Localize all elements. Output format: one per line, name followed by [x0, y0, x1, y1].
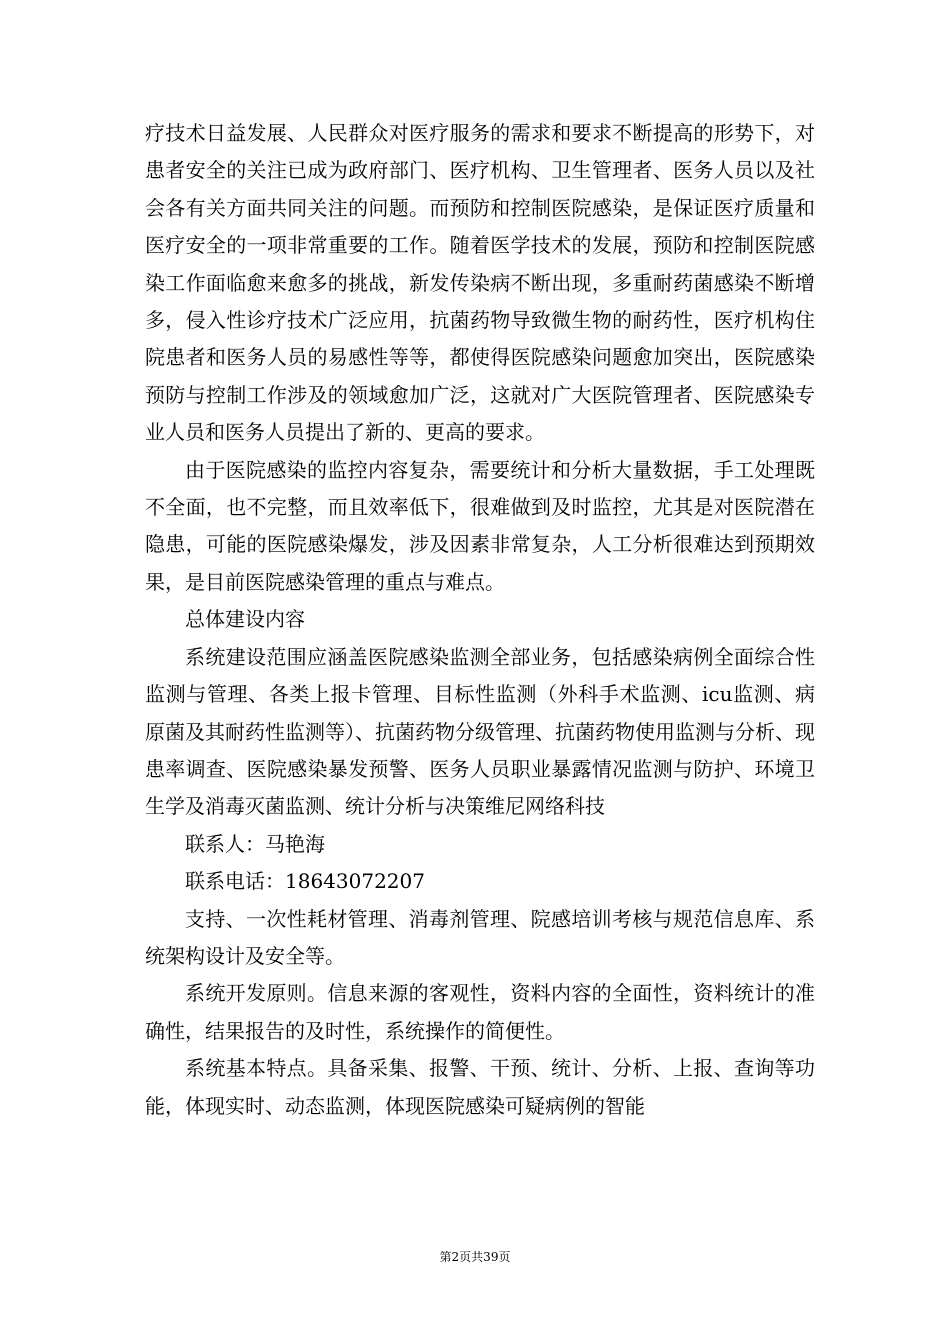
paragraph-scope: 系统建设范围应涵盖医院感染监测全部业务，包括感染病例全面综合性监测与管理、各类上报卡管理、目标性监测（外科手术监测、icu监测、病原菌及其耐药性监测等）、抗菌药物分级管理、抗菌药物使用监测与分析、现患率调查、医院感染暴发预警、医务人员职业暴露情况监测与防护、环境卫生学及消毒灭菌监测、统计分析与决策维尼网络科技 [145, 644, 816, 819]
contact-phone: 联系电话：18643072207 [185, 869, 425, 894]
section-heading: 总体建设内容 [185, 607, 305, 632]
paragraph-support: 支持、一次性耗材管理、消毒剂管理、院感培训考核与规范信息库、系统架构设计及安全等。 [145, 906, 816, 968]
page-number-label: 第2页共39页 [439, 1250, 511, 1264]
paragraph-monitoring-difficulty: 由于医院感染的监控内容复杂，需要统计和分析大量数据，手工处理既不全面，也不完整，而且效率低下，很难做到及时监控，尤其是对医院潜在隐患，可能的医院感染爆发，涉及因素非常复杂，人工分析很难达到预期效果，是目前医院感染管理的重点与难点。 [145, 457, 816, 594]
contact-person: 联系人：马艳海 [185, 831, 325, 856]
paragraph-features: 系统基本特点。具备采集、报警、干预、统计、分析、上报、查询等功能，体现实时、动态监测，体现医院感染可疑病例的智能 [145, 1056, 816, 1118]
paragraph-intro-continued: 疗技术日益发展、人民群众对医疗服务的需求和要求不断提高的形势下，对患者安全的关注已成为政府部门、医疗机构、卫生管理者、医务人员以及社会各有关方面共同关注的问题。而预防和控制医院感染，是保证医疗质量和医疗安全的一项非常重要的工作。随着医学技术的发展，预防和控制医院感染工作面临愈来愈多的挑战，新发传染病不断出现，多重耐药菌感染不断增多，侵入性诊疗技术广泛应用，抗菌药物导致微生物的耐药性，医疗机构住院患者和医务人员的易感性等等，都使得医院感染问题愈加突出，医院感染预防与控制工作涉及的领域愈加广泛，这就对广大医院管理者、医院感染专业人员和医务人员提出了新的、更高的要求。 [145, 121, 815, 445]
paragraph-principles: 系统开发原则。信息来源的客观性，资料内容的全面性，资料统计的准确性，结果报告的及时性，系统操作的简便性。 [145, 981, 816, 1043]
document-body [145, 115, 815, 1125]
page-footer [0, 1249, 950, 1265]
